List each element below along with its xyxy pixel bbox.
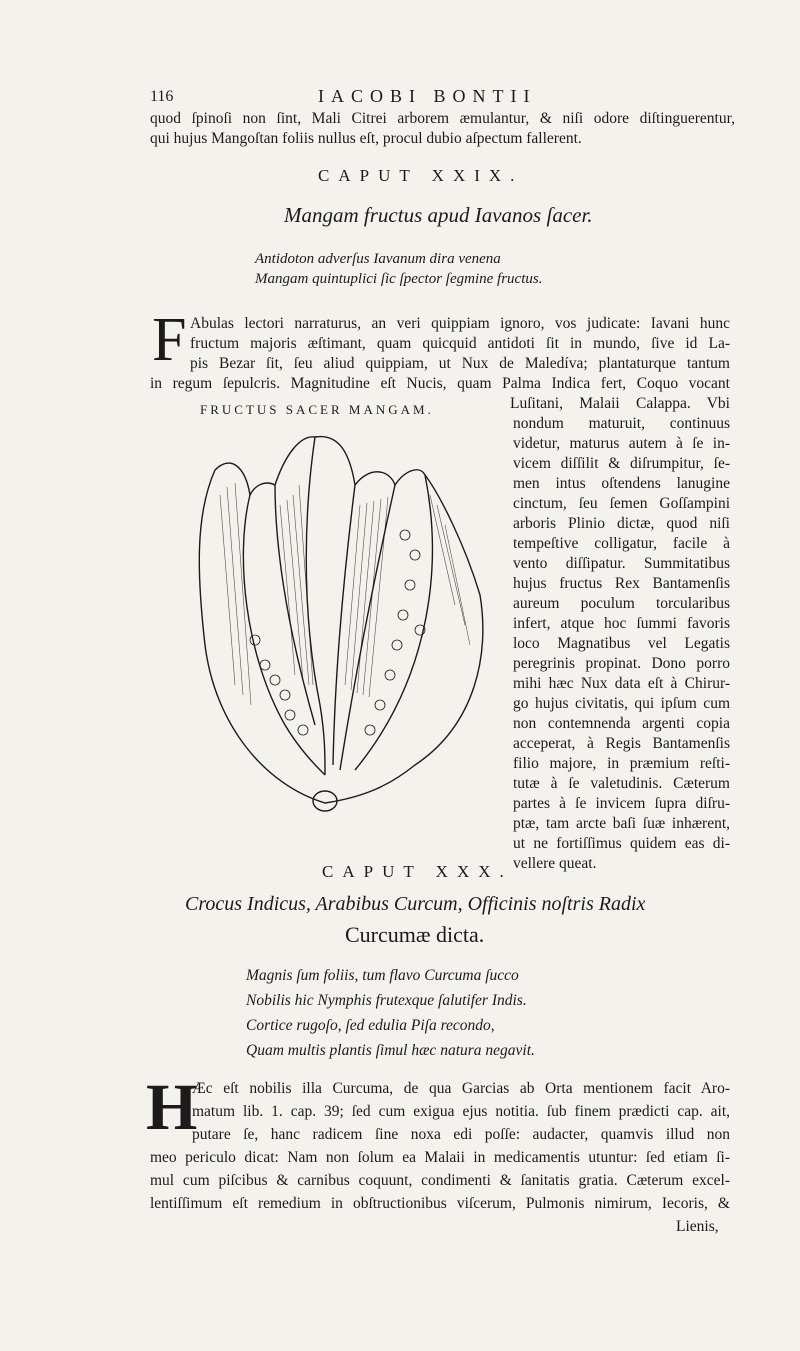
column-line: partes à ſe invicem ſupra diſru-: [513, 795, 730, 812]
column-line: tutæ à ſe valetudinis. Cæterum: [513, 775, 730, 792]
chapter-30-title-line-1: Crocus Indicus, Arabibus Curcum, Officinis noſtris Radix: [185, 893, 646, 915]
chapter-30-para-line-1: Æc eſt nobilis illa Curcuma, de qua Garcias ab Orta mentionem facit Aro-: [192, 1080, 730, 1097]
running-title: IACOBI BONTII: [318, 86, 537, 106]
chapter-30-title-line-2: Curcumæ dicta.: [345, 922, 485, 947]
column-line: tempeſtive colligatur, facile à: [513, 535, 730, 552]
column-line: vellere queat.: [513, 855, 597, 872]
column-line: vento diſſipatur. Summitatibus: [513, 555, 730, 572]
chapter-29-para-line-4: in regum ſepulcris. Magnitudine eſt Nucis, quam Palma Indica fert, Coquo vocant: [150, 375, 730, 392]
chapter-29-para-line-2: fructum majoris æſtimant, quam quicquid antidoti ſit in mundo, ſive id La-: [190, 335, 730, 352]
column-line: acceperat, à Regis Bantamenſis: [513, 735, 730, 752]
chapter-29-para-line-3: pis Bezar ſit, ſeu aliud quippiam, ut Nux de Maledíva; plantaturque tantum: [190, 355, 730, 372]
chapter-30-para-line-2: matum lib. 1. cap. 39; ſed cum exigua ejus notitia. ſub finem prædicti cap. ait,: [192, 1103, 730, 1120]
column-line: arboris Plinio dictæ, quod niſi: [513, 515, 730, 532]
column-line: go hujus civitatis, qui ipſum cum: [513, 695, 730, 712]
chapter-30-verse-3: Cortice rugoſo, ſed edulia Piſa recondo,: [246, 1017, 495, 1034]
chapter-29-dropcap: F: [152, 306, 187, 374]
chapter-29-verse-2: Mangam quintuplici ſic ſpector ſegmine fructus.: [255, 271, 543, 287]
column-line: ut ne fortiſſimus quidem eas di-: [513, 835, 730, 852]
column-line: mihi hæc Nux data eſt à Chirur-: [513, 675, 730, 692]
chapter-29-title: Mangam fructus apud Iavanos ſacer.: [284, 203, 593, 227]
column-line: non contemnenda argenti copia: [513, 715, 730, 732]
chapter-30-verse-2: Nobilis hic Nymphis frutexque ſalutifer Indis.: [246, 992, 527, 1009]
column-line: filio majore, in præmium reſti-: [513, 755, 730, 772]
column-line: peregrinis propinat. Dono porro: [513, 655, 730, 672]
figure-caption: FRUCTUS SACER MANGAM.: [200, 402, 434, 417]
chapter-30-para-line-4: meo periculo dicat: Nam non ſolum ea Malaii in medicamentis utuntur: ſed etiam ſi-: [150, 1149, 730, 1166]
column-line: aureum poculum torcularibus: [513, 595, 730, 612]
column-line: men intus oſtendens lanugine: [513, 475, 730, 492]
mangosteen-fruit-engraving-icon: [175, 425, 495, 820]
catchword: Lienis,: [676, 1218, 719, 1235]
chapter-29-verse-1: Antidoton adverſus Iavanum dira venena: [255, 251, 501, 267]
chapter-30-para-line-3: putare ſe, hanc radicem ſine noxa edi poſſe: audacter, quamvis illud non: [192, 1126, 730, 1143]
chapter-30-dropcap: H: [146, 1071, 198, 1144]
chapter-30-verse-1: Magnis ſum foliis, tum flavo Curcuma ſucco: [246, 967, 519, 984]
chapter-30-heading: CAPUT XXX.: [322, 862, 513, 881]
column-line: infert, atque hoc ſummi favoris: [513, 615, 730, 632]
intro-line-2: qui hujus Mangoſtan foliis nullus eſt, procul dubio aſpectum fallerent.: [150, 130, 582, 147]
column-line: vicem diſſilit & diſrumpitur, ſe-: [513, 455, 730, 472]
column-line: cinctum, ſeu ſemen Goſſampini: [513, 495, 730, 512]
column-line: loco Magnatibus vel Legatis: [513, 635, 730, 652]
chapter-30-para-line-6: lentiſſimum eſt remedium in obſtructionibus viſcerum, Pulmonis nimirum, Iecoris, &: [150, 1195, 730, 1212]
column-line: Luſitani, Malaii Calappa. Vbi: [510, 395, 730, 412]
column-line: hujus fructus Rex Bantamenſis: [513, 575, 730, 592]
chapter-29-heading: CAPUT XXIX.: [318, 166, 524, 185]
intro-line-1: quod ſpinoſi non ſint, Mali Citrei arborem æmulantur, & niſi odore diſtinguerentur,: [150, 110, 735, 127]
column-line: nondum maturuit, continuus: [513, 415, 730, 432]
column-line: videtur, maturus autem à ſe in-: [513, 435, 730, 452]
chapter-30-para-line-5: mul cum piſcibus & carnibus coquunt, condimenti & ſanitatis gratia. Cæterum excel-: [150, 1172, 730, 1189]
chapter-29-para-line-1: Abulas lectori narraturus, an veri quippiam ignoro, vos judicate: Iavani hunc: [190, 315, 730, 332]
column-line: ptæ, tam arcte baſi ſuæ inhærent,: [513, 815, 730, 832]
chapter-30-verse-4: Quam multis plantis ſimul hæc natura negavit.: [246, 1042, 535, 1059]
page-number: 116: [150, 88, 174, 105]
